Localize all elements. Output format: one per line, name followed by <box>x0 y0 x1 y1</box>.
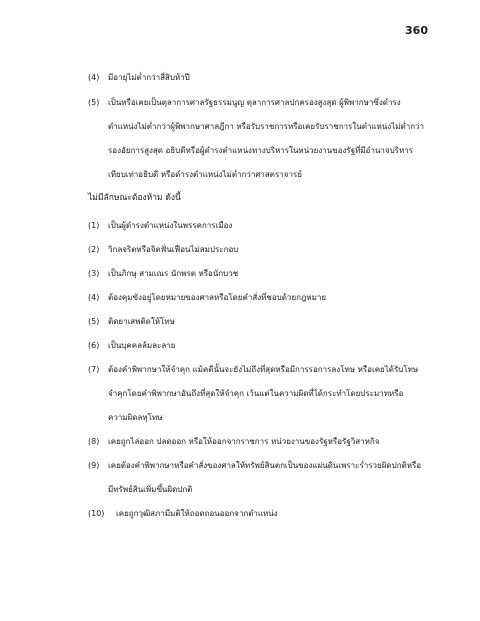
item-text: เป็นหรือเคยเป็นตุลาการศาลรัฐธรรมนูญ ตุลาการศาลปกครองสูงสุด ผู้พิพากษาซึ่งดำรง <box>108 98 401 107</box>
list-item-b1 <box>88 220 99 232</box>
list-item-b6 <box>88 340 99 352</box>
item-number: (2) <box>88 245 100 254</box>
item-text: เป็นภิกษุ สามเณร นักพรต หรือนักบวช <box>108 269 239 278</box>
item-text: มีทรัพย์สินเพิ่มขึ้นผิดปกติ <box>108 485 193 494</box>
item-number: (5) <box>88 317 100 326</box>
item-text: เป็นผู้ดำรงตำแหน่งในพรรคการเมือง <box>108 221 233 230</box>
section-heading: ไม่มีลักษณะต้องห้าม ดังนี้ <box>88 193 181 203</box>
item-text: เป็นบุคคลล้มละลาย <box>108 341 176 350</box>
item-text: ติดยาเสพติดให้โทษ <box>108 317 175 326</box>
list-item-a1 <box>88 72 99 84</box>
list-item-b2 <box>88 244 99 256</box>
item-text: ตำแหน่งไม่ต่ำกว่าผู้พิพากษาศาลฎีกา หรือรับราชการหรือเคยรับราชการในตำแหน่งไม่ต่ำกว่า <box>108 122 425 131</box>
item-number: (7) <box>88 365 100 374</box>
page-number: 360 <box>405 24 428 37</box>
item-text: รองอัยการสูงสุด อธิบดีหรือผู้ดำรงตำแหน่งทางบริหารในหน่วยงานของรัฐที่มีอำนาจบริหาร <box>108 146 414 155</box>
list-item-b7 <box>88 364 99 376</box>
item-number: (4) <box>88 73 100 82</box>
item-number: (4) <box>88 293 100 302</box>
item-text: วิกลจริตหรือจิตฟั่นเฟือนไม่สมประกอบ <box>108 245 239 254</box>
list-item-b5 <box>88 316 99 328</box>
list-item-b8 <box>88 436 99 448</box>
item-text: ต้องคำพิพากษาให้จำคุก แม้คดีนั้นจะยังไม่ถึงที่สุดหรือมีการรอการลงโทษ หรือเคยได้รับโทษ <box>108 365 419 374</box>
item-number: (10) <box>88 509 105 518</box>
item-text: ต้องคุมขังอยู่โดยหมายของศาลหรือโดยคำสั่งที่ชอบด้วยกฎหมาย <box>108 293 327 302</box>
item-text: ความผิดลหุโทษ <box>108 413 163 422</box>
item-text: จำคุกโดยคำพิพากษาอันถึงที่สุดให้จำคุก เว้นแต่ในความผิดที่ได้กระทำโดยประมาทหรือ <box>108 389 404 398</box>
item-number: (8) <box>88 437 100 446</box>
item-text: เคยต้องคำพิพากษาหรือคำสั่งของศาลให้ทรัพย์สินตกเป็นของแผ่นดินเพราะร่ำรวยผิดปกติหรือ <box>108 461 422 470</box>
list-item-a2 <box>88 97 99 109</box>
item-text: มีอายุไม่ต่ำกว่าสี่สิบห้าปี <box>108 73 190 82</box>
item-text: เคยถูกวุฒิสภามีมติให้ถอดถอนออกจากตำแหน่ง <box>116 509 278 518</box>
list-item-b9 <box>88 460 99 472</box>
item-number: (3) <box>88 269 100 278</box>
list-item-b4 <box>88 292 99 304</box>
item-text: เคยถูกไล่ออก ปลดออก หรือให้ออกจากราชการ หน่วยงานของรัฐหรือรัฐวิสาหกิจ <box>108 437 380 446</box>
item-text: เทียบเท่าอธิบดี หรือดำรงตำแหน่งไม่ต่ำกว่าศาสตราจารย์ <box>108 170 302 179</box>
item-number: (6) <box>88 341 100 350</box>
item-number: (5) <box>88 98 100 107</box>
item-number: (1) <box>88 221 100 230</box>
list-item-b3 <box>88 268 99 280</box>
item-number: (9) <box>88 461 100 470</box>
list-item-b10 <box>88 508 104 520</box>
